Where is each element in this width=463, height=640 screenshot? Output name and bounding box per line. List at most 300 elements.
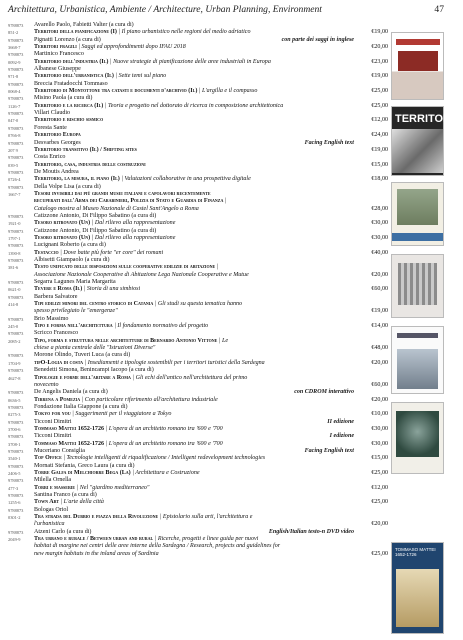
isbn-code: 971-8 (8, 74, 19, 80)
catalog-entry (8, 228, 388, 243)
isbn-code: 9788873 (8, 353, 24, 359)
entry-text: Santina Franco (a cura di) (34, 492, 97, 498)
edition-note: II edizione (327, 418, 354, 425)
book-title: Territorio, casa, industria delle costruzioni (34, 161, 146, 168)
isbn-code: 9788873 (8, 23, 24, 28)
entry-author-line (8, 477, 388, 484)
catalog-entry (8, 242, 388, 257)
catalog-entry (8, 279, 388, 294)
entry-title-line (8, 411, 388, 418)
isbn-code: 9788873 (8, 228, 24, 234)
isbn-code: 9788873 (8, 294, 24, 300)
book-subtitle: | Il piano urbanistico nelle regioni del medio adriatico (116, 29, 251, 36)
book-title: Territorio di Montottone tra catasti e documenti d'archivio (Il) (34, 88, 198, 95)
catalog-entry (8, 492, 388, 507)
entry-text: Associazione Nazionale Cooperative di Abitazione Lega Nazionale Cooperative e Mutue (34, 271, 249, 278)
price: €25,00 (371, 550, 388, 557)
book-title: Testo unificato delle disposizioni sulle cooperative edilizie di abitazione (34, 264, 216, 271)
isbn-code: 039-5 (8, 162, 19, 168)
entry-text: Brio Massimo (34, 315, 69, 322)
book-title: Territorio e rischio sismico (34, 117, 104, 124)
entry-text: Della Volpe Lisa (a cura di) (34, 183, 101, 190)
price: €23,00 (371, 58, 388, 65)
entry-author-line (8, 184, 388, 191)
isbn-code: 245-0 (8, 324, 19, 330)
book-subtitle: | L'arte della città (59, 499, 104, 506)
isbn-code: 9788873 (8, 493, 24, 498)
entry-author-line (8, 294, 388, 301)
entry-author-line (8, 330, 388, 337)
book-title: Tipo, forma e struttura nelle architetture di Bernardo Antonio Vittone (34, 337, 218, 344)
book-subtitle: | Nel "giardino mediterraneo" (75, 484, 150, 491)
entry-title-line (8, 220, 388, 227)
entry-text: habitat di margine nei centri delle aree interne della Sardegna / Research, projects and guidelines for (34, 543, 281, 550)
entry-title-line (8, 375, 388, 382)
book-subtitle: | L'argilla e il compasso (197, 88, 258, 95)
entry-author-line (8, 95, 388, 102)
page-header (8, 4, 444, 18)
entry-text: Catizzone Antonio, Di Filippo Sabatino (a cura di) (34, 227, 157, 234)
book-cover-image (391, 402, 444, 474)
isbn-code: 9788873 (8, 111, 24, 117)
entry-author-line (8, 228, 388, 235)
catalog-entry (8, 169, 388, 184)
catalog-entry (8, 154, 388, 169)
isbn-code: 9788873 (8, 419, 24, 425)
entry-text: Albisetti Giampaolo (a cura di) (34, 257, 110, 263)
book-subtitle: | L'opera di un architetto romano tra '600 e '700 (104, 425, 223, 432)
isbn-code: 477-3 (8, 485, 19, 491)
book-subtitle: | L'opera di un architetto romano tra '600 e '700 (104, 440, 223, 447)
book-cover-image (391, 106, 463, 176)
isbn-code: 207 9 (8, 147, 18, 153)
catalog-entry (8, 22, 388, 37)
book-subtitle: | Teoria e progetto nel dottorato di ricerca in composizione architettonica (103, 102, 284, 109)
book-title: Top Office (34, 455, 62, 462)
price: €15,00 (371, 455, 388, 462)
book-subtitle: | Insediamenti e tipologie sostenibili per i territori turistici della Sardegna (83, 359, 265, 366)
entry-text: Catalogo mostra al Museo Nazionale di Castel Sant'Angelo a Roma (34, 205, 199, 212)
price: €15,00 (371, 161, 388, 168)
isbn-code: 9788873 (8, 331, 24, 337)
price: €20,00 (371, 521, 388, 528)
entry-title-line (8, 44, 388, 51)
isbn-code: 3668-7 (8, 45, 21, 51)
isbn-code: 9788873 (8, 478, 24, 484)
entry-title-line (8, 29, 388, 36)
catalog-entry (8, 330, 388, 352)
price: €12,00 (371, 117, 388, 124)
catalog-entry (8, 66, 388, 81)
isbn-code: 9788873 (8, 52, 24, 58)
book-cover-image (391, 182, 444, 246)
entry-author-line (8, 51, 388, 58)
book-title: Tommaso Mattei 1652-1726 (34, 425, 105, 432)
isbn-code: 0636-5 (8, 397, 21, 403)
book-title: Tokyo for you (34, 411, 71, 418)
entry-title-line (8, 455, 388, 462)
entry-title-line (8, 147, 388, 154)
book-title: Tra strada del Dubbio e piazza della Rivoluzione (34, 514, 159, 521)
isbn-code: 4627-8 (8, 375, 21, 381)
entry-continuation-line (8, 206, 388, 213)
entry-text: Barbera Salvatore (34, 293, 78, 300)
entry-title-line (8, 323, 388, 330)
isbn-code: 9788873 (8, 213, 24, 219)
isbn-code: 9788873 (8, 125, 24, 131)
entry-author-line (8, 389, 388, 396)
isbn-code: 2049-9 (8, 537, 21, 543)
isbn-code: 381-6 (8, 265, 19, 271)
isbn-code: 047-0 (8, 118, 19, 124)
entry-author-line (8, 507, 388, 514)
book-title: Tra urbano e rurale / Between urban and rural (34, 536, 154, 543)
isbn-code: 1921-0 (8, 221, 21, 227)
catalog-entry (8, 294, 388, 316)
entry-title-line (8, 198, 388, 205)
book-subtitle: | Sette temi sul piano (113, 73, 167, 80)
entry-title-line (8, 250, 388, 257)
isbn-code: 9788873 (8, 463, 24, 469)
catalog-entry (8, 463, 388, 478)
catalog-entry (8, 367, 388, 389)
entry-author-line (8, 110, 388, 117)
entry-text: Misino Paola (a cura di) (34, 95, 93, 102)
catalog-entry (8, 529, 388, 558)
book-title: Tipo e forma nell'architettura (34, 323, 113, 330)
catalog-entry (8, 448, 388, 463)
entry-author-line (8, 242, 388, 249)
price: €14,00 (371, 323, 388, 330)
cover-label: TERRITORIO (395, 113, 463, 125)
book-subtitle: | Il fondamento normativo del progetto (112, 323, 209, 330)
isbn-code: 9788873 (8, 434, 24, 440)
catalog-entry (8, 389, 388, 404)
entry-text: Albanese Giuseppe (34, 66, 81, 73)
isbn-code: 9788873 (8, 67, 24, 73)
book-subtitle: | Architettura e Costruzione (130, 469, 200, 476)
book-title: recuperati dall'Arma dei Carabinieri, Polizia di Stato e Guardia di Finanza (34, 198, 224, 205)
isbn-code: 9788873 (8, 184, 24, 190)
entry-text: Pignatti Lorenzo (a cura di) (34, 36, 101, 43)
catalog-entry (8, 507, 388, 529)
price: €60,00 (371, 286, 388, 293)
edition-note: Facing English text (304, 447, 354, 454)
page-title: Architettura, Urbanistica, Ambiente / Architecture, Urban Planning, Environment (8, 4, 322, 15)
price: €28,00 (371, 205, 388, 212)
edition-note: con CDROM interattivo (294, 389, 354, 396)
entry-title-line (8, 485, 388, 492)
book-title: Tesoro ritrovato (Un) (34, 220, 91, 227)
entry-title-line (8, 499, 388, 506)
price: €30,00 (371, 425, 388, 432)
entry-title-line (8, 191, 388, 198)
isbn-code: 9788873 (8, 529, 24, 535)
isbn-code: 9788873 (8, 81, 24, 87)
book-title: Tipi edilizi minori del centro storico di Catania (34, 301, 154, 308)
entry-text: Villari Claudio (34, 110, 71, 117)
entry-author-line (8, 37, 388, 44)
entry-title-line (8, 470, 388, 477)
book-title: Territorio dell'urbanistica (Il) (34, 73, 114, 80)
entry-text: De Moutis Andrea (34, 168, 79, 175)
entry-title-line (8, 264, 388, 271)
isbn-code: 9788873 (8, 280, 24, 286)
isbn-code: 3540-1 (8, 456, 21, 462)
entry-text: Bologas Oriol (34, 506, 69, 513)
isbn-code: 9788873 (8, 390, 24, 396)
entry-title-line (8, 286, 388, 293)
book-subtitle: | Suggerimenti per il viaggiatore a Tokyo (70, 411, 172, 418)
book-cover-image (391, 326, 444, 394)
catalog-entry (8, 37, 388, 52)
book-subtitle: | Nuove strategie di pianificazione delle aree industriali in Europa (108, 58, 271, 65)
entry-title-line (8, 117, 388, 124)
book-title: Territorio dell'industria (Il) (34, 58, 109, 65)
book-title: Tesori invisibili dai più grandi musei italiani e capolavori recentemente (34, 190, 211, 197)
edition-note: Facing English text (304, 139, 354, 146)
entry-text: Segarra Lagunes Maria Margarita (34, 279, 116, 286)
entry-title-line (8, 426, 388, 433)
book-title: Testaccio (34, 249, 59, 256)
catalog-entry (8, 110, 388, 125)
price: €19,00 (371, 29, 388, 36)
isbn-code: 414-8 (8, 302, 19, 308)
price: €24,00 (371, 132, 388, 139)
entry-text: Fondazione Italia Giappone (a cura di) (34, 403, 128, 410)
entry-continuation-line (8, 272, 388, 279)
entry-title-line (8, 59, 388, 66)
book-title: Territorio, la misura, il piano (Il) (34, 176, 120, 183)
book-subtitle: | (215, 264, 219, 271)
entry-text: l'urbanistica (34, 521, 65, 528)
catalog-entry (8, 184, 388, 213)
entry-text: Mornati Stefania, Greco Laura (a cura di) (34, 462, 135, 469)
isbn-code: 9788873 (8, 155, 24, 161)
catalog-entry (8, 125, 388, 140)
book-subtitle: | Le (217, 337, 229, 344)
entry-author-line (8, 529, 388, 536)
book-subtitle: | Gli studi su questa tematica hanno (153, 301, 243, 308)
isbn-code: 9788873 (8, 316, 24, 322)
book-subtitle: | Gli echi dell'antico nell'architettura del primo (130, 374, 248, 381)
isbn-code: 2406-5 (8, 470, 21, 476)
book-subtitle: | Tecnologie intelligenti di riqualificazione / Intelligent redevelopment technologies (61, 455, 266, 462)
entry-text: Benedetti Simona, Benincampi Iacopo (a cura di) (34, 367, 154, 374)
book-title: Tipologie e forme dell'abitare a Roma (34, 374, 131, 381)
entry-text: Costa Enrico (34, 154, 66, 161)
price: €19,00 (371, 146, 388, 153)
entry-author-line (8, 316, 388, 323)
book-title: Torre Galfa di Melchiorre Bega (La) (34, 469, 131, 476)
edition-note: con parte dei saggi in inglese (281, 36, 354, 43)
isbn-code: 0092-9 (8, 59, 21, 65)
entry-text: Catizzone Antonio, Di Filippo Sabatino (a cura di) (34, 212, 157, 219)
entry-title-line (8, 103, 388, 110)
entry-text: novecento (34, 381, 59, 388)
book-subtitle: | Ricerche, progetti e linee guida per nuovi (153, 536, 259, 543)
isbn-code: 0301-2 (8, 515, 21, 521)
isbn-code: 9788873 (8, 507, 24, 513)
book-subtitle: | Dove batte più forte "er core" dei romani (58, 249, 164, 256)
price: €20,00 (371, 44, 388, 51)
entry-author-line (8, 463, 388, 470)
isbn-code: 9788873 (8, 96, 24, 102)
catalog-entry (8, 51, 388, 66)
entry-author-line (8, 419, 388, 426)
entry-text: Muceriano Consiglia (34, 447, 85, 454)
entry-text: chiese a pianta centrale delle "Istruzioni Diverse" (34, 345, 156, 352)
catalog-entry (8, 140, 388, 155)
price: €20,00 (371, 359, 388, 366)
book-subtitle: | Dal rilievo alla rappresentazione (90, 220, 176, 227)
entry-text: Milella Ornella (34, 477, 72, 484)
book-title: tipO-Logia di costa (34, 359, 84, 366)
book-title: Territorio e la ricerca (Il) (34, 102, 104, 109)
price: €25,00 (371, 469, 388, 476)
entry-title-line (8, 162, 388, 169)
isbn-code: 0726-4 (8, 177, 21, 183)
book-title: Tirrena a Pomezia (34, 396, 81, 403)
isbn-code: 9788873 (8, 140, 24, 146)
isbn-code: 0621-0 (8, 287, 21, 293)
catalog-entry (8, 213, 388, 228)
isbn-code: 0766-8 (8, 133, 21, 139)
price: €20,00 (371, 271, 388, 278)
price: €19,00 (371, 308, 388, 315)
entry-author-line (8, 125, 388, 132)
entry-title-line (8, 132, 388, 139)
price: €19,00 (371, 73, 388, 80)
price: €30,00 (371, 234, 388, 241)
catalog-entry (8, 316, 388, 331)
isbn-code: 1126-7 (8, 103, 21, 109)
isbn-code: 1255-6 (8, 500, 21, 506)
isbn-code: 9788873 (8, 243, 24, 249)
isbn-code: 9788873 (8, 37, 24, 43)
isbn-code: 9788873 (8, 258, 24, 263)
entry-title-line (8, 338, 388, 345)
price: €60,00 (371, 381, 388, 388)
isbn-code: 3708-1 (8, 441, 21, 447)
isbn-code: 9788873 (8, 169, 24, 175)
entry-author-line (8, 154, 388, 161)
book-subtitle: | Dal rilievo alla rappresentazione (90, 234, 176, 241)
book-title: Territori della pianificazione (I) (34, 29, 117, 36)
book-cover-image (391, 542, 444, 634)
catalog-entry (8, 419, 388, 434)
entry-text: Morone Olindo, Tuveri Luca (a cura di) (34, 352, 131, 359)
book-subtitle: | Valutazioni collaborative in una prospettiva digitale (119, 176, 251, 183)
book-title: Town Art (34, 499, 59, 506)
isbn-code: 1797-1 (8, 235, 21, 241)
book-title: Territorio Europa (34, 132, 81, 139)
entry-title-line (8, 397, 388, 404)
entry-text: Ticconi Dimitri (34, 418, 72, 425)
price: €30,00 (371, 220, 388, 227)
entry-text: Ticconi Dimitri (34, 433, 72, 440)
entry-text: spesso privilegiato le "emergenze" (34, 308, 118, 315)
price: €25,00 (371, 499, 388, 506)
entry-text: Lucignani Roberto (a cura di) (34, 242, 106, 249)
entry-text: Martinico Francesco (34, 51, 84, 58)
isbn-code: 851-2 (8, 30, 19, 36)
price: €10,00 (371, 411, 388, 418)
price: €40,00 (371, 249, 388, 256)
entry-author-line (8, 404, 388, 411)
catalog-entry (8, 352, 388, 367)
isbn-code: 2085-2 (8, 338, 21, 344)
isbn-code: 9788873 (8, 448, 24, 454)
price: €25,00 (371, 102, 388, 109)
entry-author-line (8, 352, 388, 359)
book-subtitle: | (223, 198, 227, 205)
entry-text: Breccia Fratadocchi Tommaso (34, 80, 108, 87)
entry-title-line (8, 73, 388, 80)
entry-text: Desvarbes Georges (34, 139, 81, 146)
price: €20,00 (371, 396, 388, 403)
edition-note: English/Italian testo-n DVD video (268, 528, 354, 535)
entry-text: new margin habitats in the inland areas of Sardinia (34, 550, 159, 557)
entry-continuation-line (8, 551, 388, 558)
book-title: Territorio transitivo (Il) / Shifting sites (34, 146, 137, 153)
book-title: Tommaso Mattei 1652-1726 (34, 440, 105, 447)
isbn-code: 9788873 (8, 404, 24, 410)
entry-author-line (8, 140, 388, 147)
book-cover-image (391, 254, 444, 318)
isbn-code: 3700-6 (8, 426, 21, 432)
entry-title-line (8, 301, 388, 308)
catalog-list (8, 22, 388, 558)
book-title: Tesoro ritrovato (Un) (34, 234, 91, 241)
price: €25,00 (371, 88, 388, 95)
entry-continuation-line (8, 543, 388, 550)
isbn-code: 1704-9 (8, 360, 21, 366)
cover-label: TOMMASO MATTEI 1652-1726 (395, 547, 436, 557)
price: €12,00 (371, 484, 388, 491)
entry-author-line (8, 81, 388, 88)
catalog-entry (8, 95, 388, 110)
isbn-code: 1667-7 (8, 191, 21, 197)
entry-text: Foresta Sante (34, 124, 67, 131)
book-subtitle: | Con particolare riferimento all'architettura industriale (80, 396, 218, 403)
book-subtitle: | Saggi ed approfondimenti dopo IFAU 2018 (76, 44, 186, 51)
price: €30,00 (371, 440, 388, 447)
entry-text: De Angelis Daniela (a cura di) (34, 389, 108, 396)
entry-author-line (8, 433, 388, 440)
book-title: Torri e masserie (34, 484, 76, 491)
entry-continuation-line (8, 308, 388, 315)
catalog-entry (8, 257, 388, 279)
book-title: Territori fragili (34, 44, 77, 51)
book-cover-image (391, 32, 444, 100)
edition-note: I edizione (329, 433, 354, 440)
isbn-code: 0068-4 (8, 89, 21, 95)
entry-author-line (8, 492, 388, 499)
entry-text: Scricco Francesco (34, 330, 79, 337)
book-subtitle: | Epistolario sulla arti, l'architettura e (158, 514, 253, 521)
isbn-code: 0275-3 (8, 412, 21, 418)
isbn-code: 9788873 (8, 368, 24, 374)
page-number: 47 (434, 4, 444, 15)
entry-title-line (8, 441, 388, 448)
catalog-entry (8, 433, 388, 448)
book-subtitle: | Storia di una simbiosi (82, 286, 141, 293)
price: €18,00 (371, 176, 388, 183)
book-title: Tevere e Roma (Il) (34, 286, 83, 293)
entry-author-line (8, 257, 388, 264)
entry-text: Avarello Paolo, Fabietti Valter (a cura di) (34, 22, 134, 28)
